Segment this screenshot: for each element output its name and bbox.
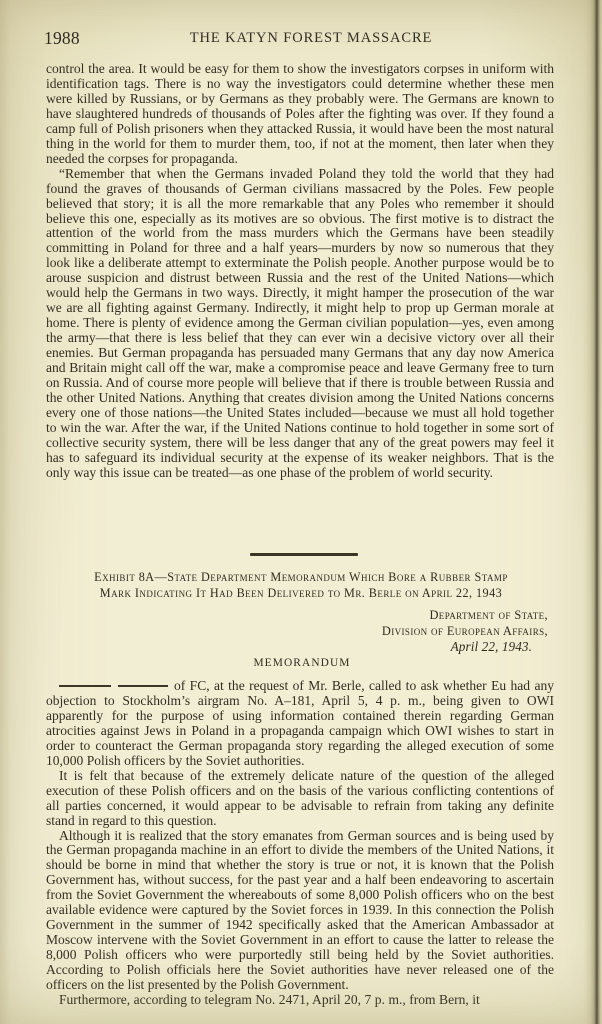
memorandum-body: [46, 679, 554, 1008]
memo-paragraph-3: Although it is realized that the story emanates from German sources and is being used by the German propaganda machine in an effort to divide the members of the United Nations, it should be borne in mind that whether the story is true or not, it is known that the Polish Government has, without success, for the past year and a half been endeavoring to ascertain from the Soviet Government the whereabouts of some 8,000 Polish officers who on the best available evidence were captured by the Soviet forces in 1939. In this connection the Polish Government in the summer of 1942 specifically asked that the American Ambassador at Moscow intervene with the Soviet Government in an effort to cause the latter to release the 8,000 Polish officers who were purportedly still being held by the Soviet authorities. According to Polish officials here the Soviet authorities have never released one of the officers on the list presented by the Polish Government.: [46, 827, 554, 993]
exhibit-caption: [46, 569, 556, 602]
body-paragraph-1: control the area. It would be easy for them to show the investigators corpses in uniform with identification tags. There is no way the investigators could determine whether these men were killed by Russians, or by Germans as they probably were. The Germans are known to have slaughtered hundreds of thousands of Poles after the fighting was over. If they found a camp full of Polish prisoners when they attacked Russia, it would have been the most natural thing in the world for them to murder them, too, if not at the moment, then later when they needed the corpses for propaganda.: [46, 61, 554, 166]
memo-paragraph-1-text: of FC, at the request of Mr. Berle, called to ask whether Eu had any objection to Stockholm’s airgram No. A–181, April 5, 4 p. m., being given to OWI apparently for the purpose of using information contained therein regarding German atrocities against Jews in Poland in a propaganda campaign which OWI wishes to start in order to counteract the German propaganda story regarding the alleged execution of some 10,000 Polish officers by the Soviet authorities.: [46, 678, 554, 768]
section-divider: [0, 543, 602, 561]
memo-paragraph-2: It is felt that because of the extremely delicate nature of the question of the alleged execution of these Polish officers and on the basis of the various conflicting contentions of all parties concerned, it would appear to be advisable to refrain from taking any definite stand in regard to this question.: [46, 767, 554, 828]
dateline-date: April 22, 1943.: [450, 639, 532, 655]
exhibit-caption-line-2: Mark Indicating It Had Been Delivered to Mr. Berle on April 22, 1943: [99, 586, 503, 601]
redaction-dash-2: [118, 685, 168, 687]
memorandum-label: MEMORANDUM: [253, 657, 351, 669]
memo-paragraph-1: [46, 679, 554, 769]
running-title: THE KATYN FOREST MASSACRE: [189, 30, 433, 46]
page-body: [46, 62, 554, 481]
redaction-dash-1: [59, 685, 111, 687]
dateline-division: Division of European Affairs,: [381, 623, 548, 638]
horizontal-rule: [250, 553, 358, 556]
page-folio-number: 1988: [44, 28, 80, 48]
document-dateline: [46, 608, 558, 655]
dateline-department: Department of State,: [429, 608, 548, 622]
running-head: [44, 28, 556, 50]
exhibit-caption-line-1: Exhibit 8A—State Department Memorandum Which Bore a Rubber Stamp: [94, 570, 508, 584]
body-paragraph-2: “Remember that when the Germans invaded Poland they told the world that they had found the graves of thousands of German civilians massacred by the Poles. Few people believed that story; it is all the more remarkable that any Poles who remember it should believe this one, especially as its motives are so obvious. The first motive is to distract the attention of the world from the mass murders which the Germans have been steadily committing in Poland for three and a half years—murders by now so numerous that they look like a deliberate attempt to exterminate the Polish people. Another purpose would be to arouse suspicion and distrust between Russia and the rest of the United Nations—which would help the Germans in two ways. Directly, it might hamper the prosecution of the war we are all fighting against Germany. Indirectly, it might help to prop up German morale at home. There is plenty of evidence among the German civilian population—yes, even among the army—that there is less belief that they can ever win a decisive victory over all their enemies. But German propaganda has persuaded many Germans that any day now America and Britain might call off the war, make a compromise peace and leave Germany free to turn on Russia. And of course more people will believe that if there is trouble between Russia and the other United Nations. Anything that creates division among the United Nations concerns every one of those nations—the United States included—because we must all hold together to win the war. After the war, if the United Nations continue to hold together in some sort of collective security system, there will be less danger that any of the great powers may feel it has to safeguard its individual security at the expense of its weaker neighbors. That is the only way this issue can be treated—as one phase of the problem of world security.: [46, 165, 554, 480]
memo-paragraph-4: Furthermore, according to telegram No. 2471, April 20, 7 p. m., from Bern, it: [59, 992, 480, 1008]
